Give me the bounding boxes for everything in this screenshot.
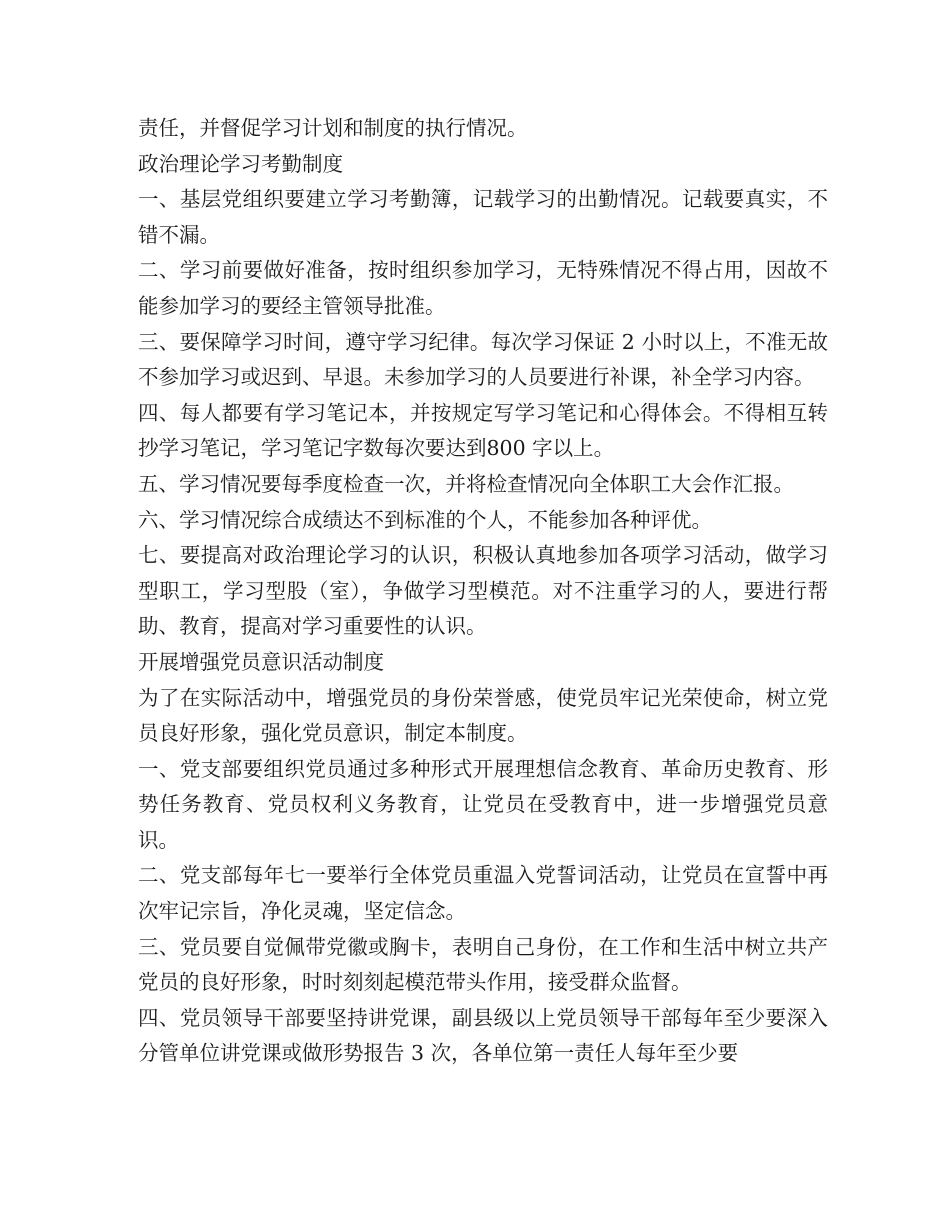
party-awareness-item-4: 四、党员领导干部要坚持讲党课，副县级以上党员领导干部每年至少要深入分管单位讲党课或做形势报告 3 次，各单位第一责任人每年至少要 — [138, 1005, 828, 1066]
party-awareness-intro: 为了在实际活动中，增强党员的身份荣誉感，使党员牢记光荣使命，树立党员良好形象，强化党员意识，制定本制度。 — [138, 685, 828, 746]
section-heading-attendance: 政治理论学习考勤制度 — [138, 151, 343, 176]
attendance-item-5: 五、学习情况要每季度检查一次，并将检查情况向全体职工大会作汇报。 — [138, 471, 794, 496]
attendance-item-1: 一、基层党组织要建立学习考勤簿，记载学习的出勤情况。记载要真实，不错不漏。 — [138, 187, 828, 247]
party-awareness-item-1: 一、党支部要组织党员通过多种形式开展理想信念教育、革命历史教育、形势任务教育、党员权利义务教育，让党员在受教育中，进一步增强党员意识。 — [138, 756, 828, 852]
attendance-item-6: 六、学习情况综合成绩达不到标准的个人，不能参加各种评优。 — [138, 507, 712, 532]
party-awareness-item-3: 三、党员要自觉佩带党徽或胸卡，表明自己身份，在工作和生活中树立共产党员的良好形象，时时刻刻起模范带头作用，接受群众监督。 — [138, 934, 828, 995]
attendance-item-7: 七、要提高对政治理论学习的认识，积极认真地参加各项学习活动，做学习型职工，学习型股（室），争做学习型模范。对不注重学习的人，要进行帮助、教育，提高对学习重要性的认识。 — [138, 543, 828, 639]
party-awareness-item-2: 二、党支部每年七一要举行全体党员重温入党誓词活动，让党员在宣誓中再次牢记宗旨，净化灵魂，坚定信念。 — [138, 863, 828, 924]
attendance-item-3: 三、要保障学习时间，遵守学习纪律。每次学习保证 2 小时以上，不准无故不参加学习或迟到、早退。未参加学习的人员要进行补课，补全学习内容。 — [138, 329, 828, 390]
attendance-item-2: 二、学习前要做好准备，按时组织参加学习，无特殊情况不得占用，因故不能参加学习的要经主管领导批准。 — [138, 258, 828, 318]
section-heading-party-awareness: 开展增强党员意识活动制度 — [138, 649, 384, 674]
document-body — [138, 111, 828, 1072]
paragraph-continuation: 责任，并督促学习计划和制度的执行情况。 — [138, 116, 528, 140]
attendance-item-4: 四、每人都要有学习笔记本，并按规定写学习笔记和心得体会。不得相互转抄学习笔记，学习笔记字数每次要达到800 字以上。 — [138, 400, 828, 461]
